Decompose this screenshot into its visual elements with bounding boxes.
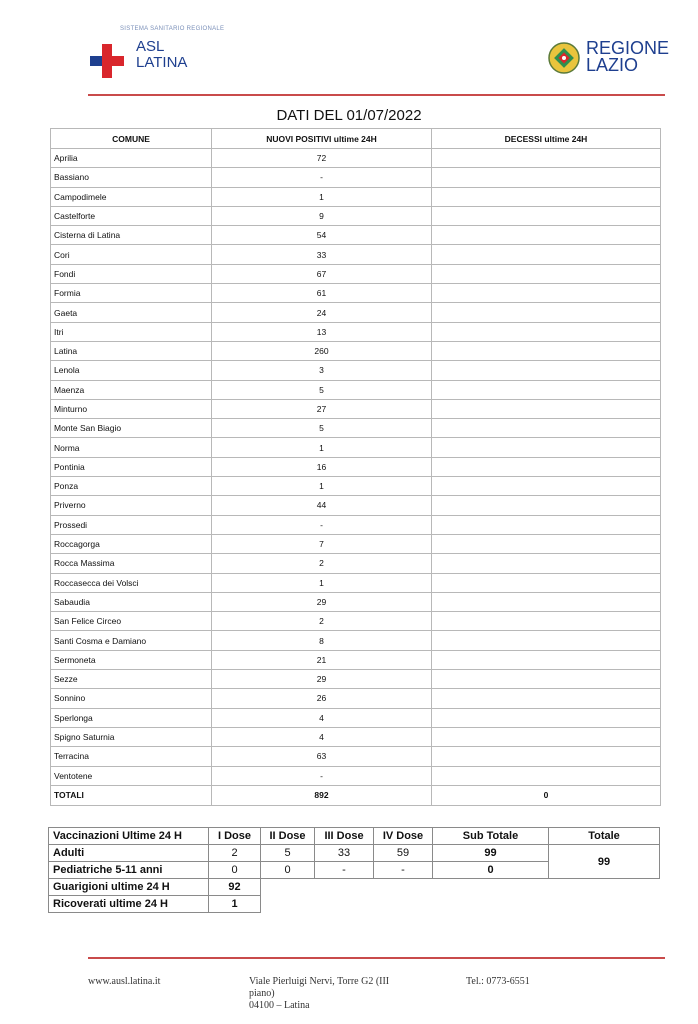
page-title: DATI DEL 01/07/2022 (276, 107, 422, 124)
decessi-cell (432, 226, 661, 245)
decessi-cell (432, 438, 661, 457)
comune-cell: Latina (51, 341, 212, 360)
positivi-table (50, 128, 661, 806)
asl-latina-logo (88, 26, 258, 78)
decessi-cell (432, 264, 661, 283)
table-row (51, 284, 661, 303)
positivi-cell: 1 (212, 573, 432, 592)
adulti-dose2: 5 (261, 845, 315, 862)
positivi-cell: 5 (212, 419, 432, 438)
adulti-subtotale: 99 (433, 845, 549, 862)
positivi-cell: 33 (212, 245, 432, 264)
table-row (51, 747, 661, 766)
decessi-cell (432, 477, 661, 496)
col-header-decessi: DECESSI ultime 24H (432, 129, 661, 149)
col-header-comune: COMUNE (51, 129, 212, 149)
footer-address-line3: 04100 – Latina (249, 1000, 310, 1011)
table-row (51, 226, 661, 245)
region-line2: LAZIO (586, 55, 639, 75)
comune-cell: Lenola (51, 361, 212, 380)
table-row (51, 573, 661, 592)
asl-line1: ASL (136, 38, 165, 55)
table-row (51, 612, 661, 631)
table-row (51, 708, 661, 727)
comune-cell: Formia (51, 284, 212, 303)
pediatriche-subtotale: 0 (433, 862, 549, 879)
decessi-cell (432, 689, 661, 708)
footer-divider (88, 957, 665, 959)
comune-cell: Cisterna di Latina (51, 226, 212, 245)
positivi-cell: 61 (212, 284, 432, 303)
table-row (51, 206, 661, 225)
table-row (51, 496, 661, 515)
table-row (51, 689, 661, 708)
comune-cell: Castelforte (51, 206, 212, 225)
adulti-dose3: 33 (315, 845, 374, 862)
positivi-cell: - (212, 766, 432, 785)
decessi-cell (432, 650, 661, 669)
positivi-cell: 1 (212, 187, 432, 206)
vac-header-dose3: III Dose (315, 828, 374, 845)
decessi-cell (432, 515, 661, 534)
table-row (51, 168, 661, 187)
comune-cell: Cori (51, 245, 212, 264)
positivi-cell: 4 (212, 708, 432, 727)
comune-cell: Gaeta (51, 303, 212, 322)
positivi-cell: 260 (212, 341, 432, 360)
red-cross-icon (90, 44, 124, 78)
region-line1: REGIONE (586, 38, 670, 58)
comune-cell: Santi Cosma e Damiano (51, 631, 212, 650)
table-row (51, 245, 661, 264)
table-row (51, 341, 661, 360)
comune-cell: San Felice Circeo (51, 612, 212, 631)
positivi-cell: 4 (212, 727, 432, 746)
positivi-cell: 67 (212, 264, 432, 283)
comune-cell: Norma (51, 438, 212, 457)
comune-cell: Sonnino (51, 689, 212, 708)
positivi-cell: 1 (212, 438, 432, 457)
positivi-cell: 63 (212, 747, 432, 766)
positivi-cell: 54 (212, 226, 432, 245)
positivi-cell: 72 (212, 149, 432, 168)
table-row (51, 419, 661, 438)
decessi-cell (432, 534, 661, 553)
comune-cell: Ponza (51, 477, 212, 496)
table-row (51, 264, 661, 283)
header-divider (88, 94, 665, 96)
decessi-cell (432, 168, 661, 187)
decessi-cell (432, 245, 661, 264)
positivi-cell: 21 (212, 650, 432, 669)
table-row (51, 149, 661, 168)
adulti-dose4: 59 (374, 845, 433, 862)
positivi-cell: 13 (212, 322, 432, 341)
footer-phone: Tel.: 0773-6551 (466, 976, 530, 987)
pediatriche-label: Pediatriche 5-11 anni (49, 862, 209, 879)
decessi-cell (432, 419, 661, 438)
decessi-cell (432, 592, 661, 611)
vac-header-dose2: II Dose (261, 828, 315, 845)
ricoverati-value: 1 (209, 896, 261, 913)
table-row (51, 438, 661, 457)
decessi-cell (432, 341, 661, 360)
comune-cell: Bassiano (51, 168, 212, 187)
comune-cell: Spigno Saturnia (51, 727, 212, 746)
decessi-cell (432, 631, 661, 650)
decessi-cell (432, 399, 661, 418)
positivi-cell: 29 (212, 592, 432, 611)
positivi-cell: 2 (212, 612, 432, 631)
table-row (51, 534, 661, 553)
comune-cell: Rocca Massima (51, 554, 212, 573)
ricoverati-label: Ricoverati ultime 24 H (49, 896, 209, 913)
totals-decessi: 0 (432, 785, 661, 805)
pediatriche-dose1: 0 (209, 862, 261, 879)
table-row (51, 361, 661, 380)
table-row (51, 631, 661, 650)
lazio-emblem-icon (548, 42, 580, 74)
table-row (51, 554, 661, 573)
decessi-cell (432, 554, 661, 573)
regione-lazio-logo (548, 40, 668, 80)
comune-cell: Campodimele (51, 187, 212, 206)
adulti-dose1: 2 (209, 845, 261, 862)
pediatriche-dose2: 0 (261, 862, 315, 879)
comune-cell: Maenza (51, 380, 212, 399)
positivi-cell: 29 (212, 670, 432, 689)
comune-cell: Sabaudia (51, 592, 212, 611)
comune-cell: Itri (51, 322, 212, 341)
decessi-cell (432, 612, 661, 631)
comune-cell: Roccagorga (51, 534, 212, 553)
vac-header-label: Vaccinazioni Ultime 24 H (49, 828, 209, 845)
comune-cell: Prossedi (51, 515, 212, 534)
positivi-cell: 24 (212, 303, 432, 322)
decessi-cell (432, 747, 661, 766)
comune-cell: Minturno (51, 399, 212, 418)
col-header-positivi: NUOVI POSITIVI ultime 24H (212, 129, 432, 149)
vaccination-header-row (49, 828, 660, 845)
positivi-cell: 8 (212, 631, 432, 650)
decessi-cell (432, 380, 661, 399)
positivi-cell: 7 (212, 534, 432, 553)
positivi-cell: 2 (212, 554, 432, 573)
table-header-row (51, 129, 661, 149)
footer-address (249, 976, 439, 1012)
footer-website: www.ausl.latina.it (88, 976, 161, 987)
comune-cell: Sermoneta (51, 650, 212, 669)
vaccination-row-adulti (49, 845, 660, 862)
positivi-cell: - (212, 515, 432, 534)
asl-line2: LATINA (136, 54, 188, 71)
vac-header-dose4: IV Dose (374, 828, 433, 845)
comune-cell: Pontinia (51, 457, 212, 476)
positivi-cell: 26 (212, 689, 432, 708)
decessi-cell (432, 727, 661, 746)
guarigioni-label: Guarigioni ultime 24 H (49, 879, 209, 896)
comune-cell: Terracina (51, 747, 212, 766)
ricoverati-row (49, 896, 660, 913)
region-name (586, 40, 669, 74)
table-row (51, 727, 661, 746)
asl-subtitle: SISTEMA SANITARIO REGIONALE (120, 26, 225, 32)
positivi-cell: 27 (212, 399, 432, 418)
table-row (51, 650, 661, 669)
comune-cell: Roccasecca dei Volsci (51, 573, 212, 592)
table-row (51, 477, 661, 496)
positivi-cell: 44 (212, 496, 432, 515)
comune-cell: Monte San Biagio (51, 419, 212, 438)
pediatriche-dose4: - (374, 862, 433, 879)
comune-cell: Priverno (51, 496, 212, 515)
table-body (51, 149, 661, 806)
table-row (51, 399, 661, 418)
totals-row (51, 785, 661, 805)
table-row (51, 322, 661, 341)
table-row (51, 187, 661, 206)
decessi-cell (432, 496, 661, 515)
totals-positivi: 892 (212, 785, 432, 805)
positivi-cell: 1 (212, 477, 432, 496)
asl-name (136, 39, 187, 71)
positivi-cell: 9 (212, 206, 432, 225)
comune-cell: Aprilia (51, 149, 212, 168)
guarigioni-row (49, 879, 660, 896)
table-row (51, 380, 661, 399)
table-row (51, 303, 661, 322)
decessi-cell (432, 573, 661, 592)
footer-address-line2: piano) (249, 988, 275, 999)
adulti-label: Adulti (49, 845, 209, 862)
guarigioni-value: 92 (209, 879, 261, 896)
comune-cell: Sezze (51, 670, 212, 689)
table-row (51, 766, 661, 785)
positivi-cell: - (212, 168, 432, 187)
decessi-cell (432, 149, 661, 168)
pediatriche-dose3: - (315, 862, 374, 879)
vac-header-totale: Totale (549, 828, 660, 845)
decessi-cell (432, 284, 661, 303)
positivi-cell: 16 (212, 457, 432, 476)
positivi-cell: 3 (212, 361, 432, 380)
vaccination-totale: 99 (549, 845, 660, 879)
decessi-cell (432, 670, 661, 689)
decessi-cell (432, 322, 661, 341)
decessi-cell (432, 708, 661, 727)
table-row (51, 515, 661, 534)
footer-address-line1: Viale Pierluigi Nervi, Torre G2 (III (249, 976, 390, 987)
decessi-cell (432, 187, 661, 206)
table-row (51, 670, 661, 689)
vac-header-dose1: I Dose (209, 828, 261, 845)
table-row (51, 592, 661, 611)
comune-cell: Fondi (51, 264, 212, 283)
vac-header-subtotale: Sub Totale (433, 828, 549, 845)
decessi-cell (432, 206, 661, 225)
decessi-cell (432, 361, 661, 380)
totals-label: TOTALI (51, 785, 212, 805)
positivi-cell: 5 (212, 380, 432, 399)
decessi-cell (432, 303, 661, 322)
table-row (51, 457, 661, 476)
decessi-cell (432, 457, 661, 476)
comune-cell: Sperlonga (51, 708, 212, 727)
comune-cell: Ventotene (51, 766, 212, 785)
vaccination-table (48, 827, 660, 913)
decessi-cell (432, 766, 661, 785)
